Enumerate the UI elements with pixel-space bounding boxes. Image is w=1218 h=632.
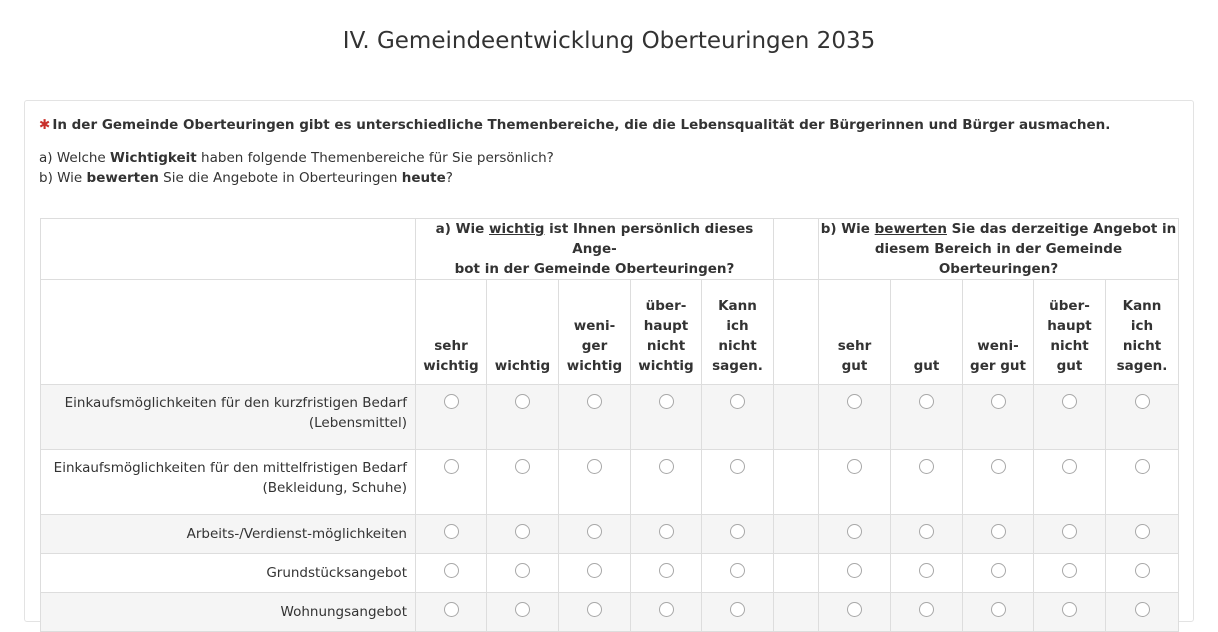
- rating-option-5-cell: [1106, 450, 1179, 515]
- rating-option-3-cell: [963, 450, 1034, 515]
- column-header-line: über-: [645, 298, 687, 314]
- rating-option-2-cell: [891, 385, 963, 450]
- column-header-line: Kann: [1122, 298, 1162, 314]
- matrix-row: [41, 515, 1179, 554]
- importance-option-2-radio[interactable]: [515, 602, 530, 617]
- rating-option-1-radio[interactable]: [847, 563, 862, 578]
- rating-option-3-cell: [963, 385, 1034, 450]
- importance-option-2-cell: [487, 515, 559, 554]
- rating-option-3-radio[interactable]: [991, 459, 1006, 474]
- rating-option-1-cell: [819, 554, 891, 593]
- row-label: [41, 385, 416, 450]
- rating-option-2-radio[interactable]: [919, 459, 934, 474]
- row-label-line: Grundstücksangebot: [266, 565, 407, 581]
- rating-option-3-radio[interactable]: [991, 563, 1006, 578]
- importance-option-1-radio[interactable]: [444, 602, 459, 617]
- importance-option-5-radio[interactable]: [730, 602, 745, 617]
- importance-option-4-cell: [631, 593, 702, 632]
- importance-option-3-cell: [559, 385, 631, 450]
- rating-option-5-radio[interactable]: [1135, 602, 1150, 617]
- importance-option-5-cell: [702, 554, 774, 593]
- column-header-line: nicht: [718, 338, 757, 354]
- row-separator: [774, 593, 819, 632]
- column-header-line: sehr: [434, 338, 468, 354]
- importance-option-2-cell: [487, 385, 559, 450]
- row-label: [41, 554, 416, 593]
- importance-option-2-radio[interactable]: [515, 394, 530, 409]
- rating-option-2-radio[interactable]: [919, 394, 934, 409]
- column-header-line: nicht: [1050, 338, 1089, 354]
- rating-option-5-cell: [1106, 554, 1179, 593]
- importance-option-4-radio[interactable]: [659, 394, 674, 409]
- importance-option-5-radio[interactable]: [730, 563, 745, 578]
- importance-option-1-cell: [416, 450, 487, 515]
- importance-option-5-radio[interactable]: [730, 459, 745, 474]
- importance-option-1-cell: [416, 554, 487, 593]
- column-header-line: gut: [1056, 358, 1083, 374]
- importance-option-5-radio[interactable]: [730, 394, 745, 409]
- rating-option-4-radio[interactable]: [1062, 563, 1077, 578]
- column-header-line: gut: [913, 358, 940, 374]
- rating-option-1-cell: [819, 593, 891, 632]
- importance-option-3-cell: [559, 515, 631, 554]
- rating-option-1-radio[interactable]: [847, 394, 862, 409]
- page-title: IV. Gemeindeentwicklung Oberteuringen 2035: [342, 28, 876, 54]
- row-label: [41, 450, 416, 515]
- empty-corner: [41, 219, 416, 280]
- question-text: [39, 117, 1110, 133]
- importance-option-4-radio[interactable]: [659, 563, 674, 578]
- importance-option-5-radio[interactable]: [730, 524, 745, 539]
- importance-option-5-cell: [702, 593, 774, 632]
- rating-option-3-cell: [963, 554, 1034, 593]
- column-header-rating-2: [891, 280, 963, 385]
- matrix-row: [41, 554, 1179, 593]
- column-header-line: ich: [1130, 318, 1154, 334]
- rating-option-2-cell: [891, 554, 963, 593]
- importance-option-2-radio[interactable]: [515, 524, 530, 539]
- required-marker: ✱: [39, 117, 51, 133]
- importance-option-3-radio[interactable]: [587, 459, 602, 474]
- importance-option-4-cell: [631, 450, 702, 515]
- importance-option-3-cell: [559, 450, 631, 515]
- importance-option-1-cell: [416, 385, 487, 450]
- rating-option-3-radio[interactable]: [991, 524, 1006, 539]
- rating-option-3-radio[interactable]: [991, 394, 1006, 409]
- column-header-rating-5: [1106, 280, 1179, 385]
- column-header-line: ger: [581, 338, 608, 354]
- rating-option-5-cell: [1106, 385, 1179, 450]
- rating-option-4-radio[interactable]: [1062, 459, 1077, 474]
- row-label-line: Arbeits-/Verdienst-möglichkeiten: [186, 526, 407, 542]
- importance-option-5-cell: [702, 450, 774, 515]
- matrix-row: [41, 385, 1179, 450]
- importance-option-3-radio[interactable]: [587, 563, 602, 578]
- column-header-line: weni-: [573, 318, 616, 334]
- column-header-line: weni-: [977, 338, 1019, 354]
- importance-option-1-radio[interactable]: [444, 563, 459, 578]
- importance-option-1-radio[interactable]: [444, 459, 459, 474]
- column-header-rating-4: [1034, 280, 1106, 385]
- rating-option-2-radio[interactable]: [919, 602, 934, 617]
- rating-option-5-cell: [1106, 515, 1179, 554]
- row-label-line: (Bekleidung, Schuhe): [262, 480, 407, 496]
- column-header-importance-2: [487, 280, 559, 385]
- question-instructions: [39, 148, 554, 188]
- row-separator: [774, 450, 819, 515]
- column-header-rating-3: [963, 280, 1034, 385]
- column-header-line: wichtig: [423, 358, 479, 374]
- question-label: In der Gemeinde Oberteuringen gibt es unterschiedliche Themenbereiche, die die Lebensqualität der Bürgerinnen und Bürger ausmachen.: [52, 117, 1111, 133]
- importance-option-1-radio[interactable]: [444, 524, 459, 539]
- rating-option-4-cell: [1034, 450, 1106, 515]
- column-header-line: sagen.: [712, 358, 763, 374]
- matrix-row: [41, 593, 1179, 632]
- row-separator: [774, 385, 819, 450]
- importance-option-3-cell: [559, 554, 631, 593]
- importance-option-1-cell: [416, 593, 487, 632]
- empty-corner-2: [41, 280, 416, 385]
- importance-option-2-radio[interactable]: [515, 563, 530, 578]
- column-header-line: wichtig: [638, 358, 694, 374]
- rating-option-1-cell: [819, 450, 891, 515]
- column-header-line: haupt: [643, 318, 689, 334]
- column-header-line: haupt: [1047, 318, 1092, 334]
- column-header-line: wichtig: [494, 358, 551, 374]
- importance-option-3-radio[interactable]: [587, 524, 602, 539]
- column-header-importance-1: [416, 280, 487, 385]
- importance-option-3-cell: [559, 593, 631, 632]
- rating-option-1-radio[interactable]: [847, 602, 862, 617]
- importance-option-4-cell: [631, 515, 702, 554]
- row-label-line: Wohnungsangebot: [280, 604, 407, 620]
- rating-option-4-radio[interactable]: [1062, 602, 1077, 617]
- rating-option-4-radio[interactable]: [1062, 394, 1077, 409]
- column-header-line: ger gut: [970, 358, 1026, 374]
- column-separator: [774, 280, 819, 385]
- rating-option-1-cell: [819, 515, 891, 554]
- rating-option-2-cell: [891, 593, 963, 632]
- importance-option-2-cell: [487, 554, 559, 593]
- column-header-rating-1: [819, 280, 891, 385]
- row-label: [41, 515, 416, 554]
- row-separator: [774, 554, 819, 593]
- group-header-rating: b) Wie bewerten Sie das derzeitige Angebot in diesem Bereich in der Gemeinde Oberteuringen?: [819, 219, 1179, 280]
- matrix-row: [41, 450, 1179, 515]
- rating-option-3-cell: [963, 593, 1034, 632]
- column-header-line: sehr: [837, 338, 872, 354]
- importance-option-2-cell: [487, 593, 559, 632]
- rating-option-5-radio[interactable]: [1135, 563, 1150, 578]
- importance-option-1-radio[interactable]: [444, 394, 459, 409]
- column-header-importance-4: [631, 280, 702, 385]
- importance-option-4-cell: [631, 385, 702, 450]
- row-label-line: Einkaufsmöglichkeiten für den kurzfristigen Bedarf: [64, 395, 407, 411]
- group-separator: [774, 219, 819, 280]
- rating-matrix: [40, 218, 1179, 632]
- column-header-line: wichtig: [566, 358, 623, 374]
- rating-option-1-cell: [819, 385, 891, 450]
- column-header-line: Kann: [718, 298, 757, 314]
- importance-option-4-radio[interactable]: [659, 459, 674, 474]
- column-header-importance-5: [702, 280, 774, 385]
- rating-option-2-cell: [891, 515, 963, 554]
- importance-option-3-radio[interactable]: [587, 602, 602, 617]
- importance-option-2-cell: [487, 450, 559, 515]
- row-label-line: (Lebensmittel): [308, 415, 407, 431]
- row-label-line: Einkaufsmöglichkeiten für den mittelfristigen Bedarf: [53, 460, 407, 476]
- rating-option-4-cell: [1034, 515, 1106, 554]
- row-label: [41, 593, 416, 632]
- rating-option-3-cell: [963, 515, 1034, 554]
- question-panel: [24, 100, 1194, 622]
- rating-option-4-radio[interactable]: [1062, 524, 1077, 539]
- rating-option-4-cell: [1034, 593, 1106, 632]
- importance-option-5-cell: [702, 385, 774, 450]
- importance-option-5-cell: [702, 515, 774, 554]
- importance-option-3-radio[interactable]: [587, 394, 602, 409]
- rating-option-5-radio[interactable]: [1135, 524, 1150, 539]
- column-header-line: über-: [1049, 298, 1090, 314]
- column-header-line: sagen.: [1116, 358, 1168, 374]
- group-header-importance: a) Wie wichtig ist Ihnen persönlich dieses Ange- bot in der Gemeinde Oberteuringen?: [416, 219, 774, 280]
- importance-option-4-radio[interactable]: [659, 524, 674, 539]
- column-header-importance-3: [559, 280, 631, 385]
- instruction-b: b) Wie bewerten Sie die Angebote in Oberteuringen heute?: [39, 170, 453, 186]
- row-separator: [774, 515, 819, 554]
- importance-option-1-cell: [416, 515, 487, 554]
- rating-option-2-radio[interactable]: [919, 524, 934, 539]
- rating-option-3-radio[interactable]: [991, 602, 1006, 617]
- rating-option-5-radio[interactable]: [1135, 459, 1150, 474]
- rating-option-1-radio[interactable]: [847, 524, 862, 539]
- rating-option-2-radio[interactable]: [919, 563, 934, 578]
- rating-option-1-radio[interactable]: [847, 459, 862, 474]
- column-header-line: nicht: [646, 338, 686, 354]
- rating-option-2-cell: [891, 450, 963, 515]
- instruction-a: a) Welche Wichtigkeit haben folgende Themenbereiche für Sie persönlich?: [39, 150, 554, 166]
- column-header-line: gut: [841, 358, 868, 374]
- importance-option-4-radio[interactable]: [659, 602, 674, 617]
- rating-option-5-cell: [1106, 593, 1179, 632]
- importance-option-4-cell: [631, 554, 702, 593]
- importance-option-2-radio[interactable]: [515, 459, 530, 474]
- rating-option-5-radio[interactable]: [1135, 394, 1150, 409]
- column-header-line: nicht: [1122, 338, 1162, 354]
- rating-option-4-cell: [1034, 554, 1106, 593]
- column-header-line: ich: [726, 318, 749, 334]
- rating-option-4-cell: [1034, 385, 1106, 450]
